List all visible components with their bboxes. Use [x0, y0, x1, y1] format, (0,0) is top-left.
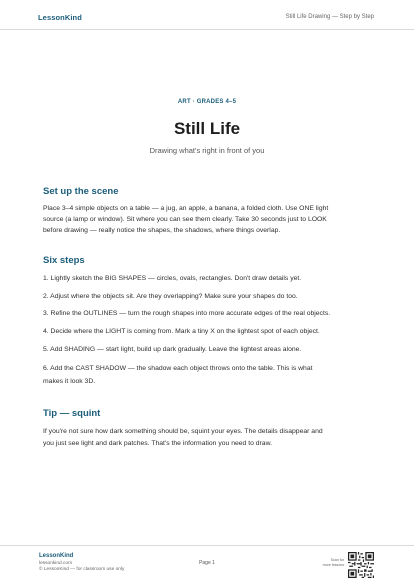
- page-title: Still Life: [173, 119, 241, 138]
- page-header: [0, 0, 414, 30]
- step-item: 4. Decide where the LIGHT is coming from. Mark a tiny X on the lightest spot of each object.: [43, 328, 320, 335]
- step-item: 1. Lightly sketch the BIG SHAPES — circles, ovals, rectangles. Don't draw details yet.: [43, 275, 302, 282]
- footer-url: lessonkind.com: [39, 561, 73, 566]
- page-number: Page 1: [199, 560, 215, 566]
- grade-kicker: ART · GRADES 4–5: [177, 99, 237, 105]
- setup-line: before drawing — really notice the shapes, the shadows, where things overlap.: [43, 227, 281, 234]
- step-item-continued: makes it look 3D.: [43, 378, 96, 385]
- page-footer: [0, 545, 414, 586]
- step-item: 5. Add SHADING — start light, build up dark gradually. Leave the lightest areas alone.: [43, 346, 302, 353]
- scan-caption: [304, 558, 344, 567]
- tip-line: If you're not sure how dark something should be, squint your eyes. The details disappear and: [43, 428, 323, 435]
- page-subtitle: Drawing what's right in front of you: [149, 146, 265, 155]
- header-document-title: Still Life Drawing — Step by Step: [285, 14, 374, 20]
- footer-brand: LessonKind: [39, 553, 74, 559]
- setup-line: source (a lamp or window). Sit where you can see them clearly. Take 30 seconds just to LOOK: [43, 216, 327, 223]
- section-heading-tip: Tip — squint: [43, 408, 101, 419]
- section-heading-setup: Set up the scene: [43, 186, 119, 197]
- step-item: 3. Refine the OUTLINES — turn the rough shapes into more accurate edges of the real objects.: [43, 310, 331, 317]
- step-item: 6. Add the CAST SHADOW — the shadow each object throws onto the table. This is what: [43, 365, 313, 372]
- footer-copyright: © LessonKind — for classroom use only: [39, 567, 125, 572]
- scan-caption-line: more lessons: [322, 562, 344, 567]
- tip-line: you just see light and dark patches. That's the information you need to draw.: [43, 440, 273, 447]
- section-heading-steps: Six steps: [43, 255, 85, 266]
- brand-logo: LessonKind: [38, 13, 82, 22]
- setup-line: Place 3–4 simple objects on a table — a jug, an apple, a banana, a folded cloth. Use ONE light: [43, 205, 329, 212]
- scan-caption-line: Scan for: [330, 558, 344, 562]
- step-item: 2. Adjust where the objects sit. Are they overlapping? Make sure your shapes do too.: [43, 293, 298, 300]
- qr-code-icon: [348, 552, 374, 578]
